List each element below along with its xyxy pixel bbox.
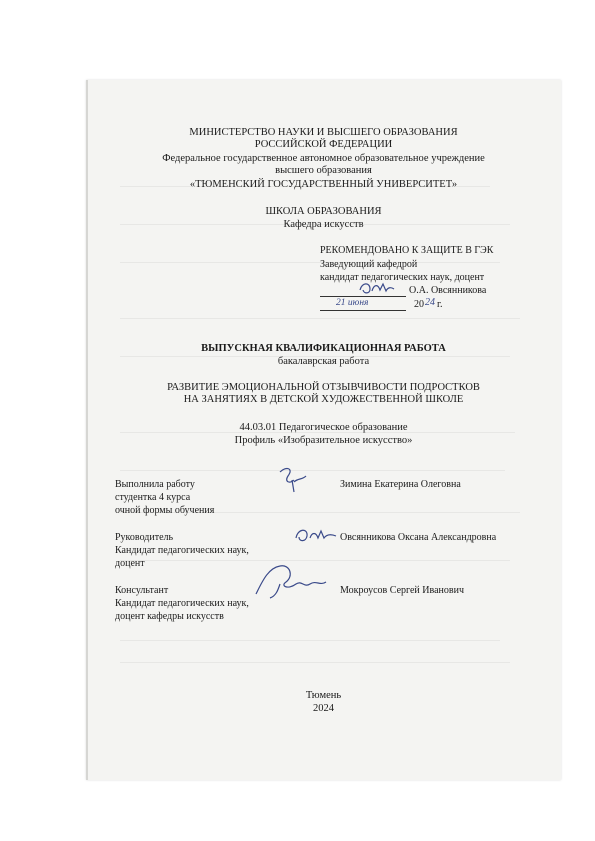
supervisor-role-1: Руководитель xyxy=(115,532,174,543)
approval-signature xyxy=(356,278,396,298)
approval-year-suffix: г. xyxy=(437,299,443,310)
footer-city: Тюмень xyxy=(305,690,342,701)
supervisor-name: Овсянникова Оксана Александровна xyxy=(340,532,497,543)
author-role-2: студентка 4 курса xyxy=(115,492,191,503)
department-name: Кафедра искусств xyxy=(283,219,364,230)
bleed-through-line xyxy=(120,662,510,663)
work-subtype: бакалаврская работа xyxy=(277,356,370,367)
work-title-line-2: НА ЗАНЯТИЯХ В ДЕТСКОЙ ХУДОЖЕСТВЕННОЙ ШКОЛЕ xyxy=(183,394,464,405)
bleed-through-line xyxy=(120,318,520,319)
school-name: ШКОЛА ОБРАЗОВАНИЯ xyxy=(265,206,382,217)
author-role-3: очной формы обучения xyxy=(115,505,215,516)
consultant-role-1: Консультант xyxy=(115,585,169,596)
footer-year: 2024 xyxy=(313,703,334,714)
supervisor-role-2: Кандидат педагогических наук, xyxy=(115,545,249,556)
approval-date-handwritten: 21 июня xyxy=(336,298,369,308)
bleed-through-line xyxy=(120,262,500,263)
consultant-name: Мокроусов Сергей Иванович xyxy=(340,585,464,596)
supervisor-role-3: доцент xyxy=(115,558,145,569)
approval-position: Заведующий кафедрой xyxy=(320,259,418,270)
approval-heading: РЕКОМЕНДОВАНО К ЗАЩИТЕ В ГЭК xyxy=(320,245,494,256)
bleed-through-line xyxy=(120,640,500,641)
approval-name: О.А. Овсянникова xyxy=(409,285,487,296)
supervisor-signature xyxy=(292,524,338,548)
consultant-role-3: доцент кафедры искусств xyxy=(115,611,224,622)
approval-year-prefix: 20 xyxy=(414,299,424,310)
program-code: 44.03.01 Педагогическое образование xyxy=(239,422,408,433)
bleed-through-line xyxy=(120,470,505,471)
approval-degree: кандидат педагогических наук, доцент xyxy=(320,272,485,283)
program-profile: Профиль «Изобразительное искусство» xyxy=(234,435,413,446)
institution-line-1: Федеральное государственное автономное образовательное учреждение xyxy=(162,153,485,164)
work-title-line-1: РАЗВИТИЕ ЭМОЦИОНАЛЬНОЙ ОТЗЫВЧИВОСТИ ПОДРОСТКОВ xyxy=(167,382,480,393)
approval-year-handwritten: 24 xyxy=(425,297,435,308)
institution-line-2: высшего образования xyxy=(275,165,372,176)
consultant-signature xyxy=(250,560,330,602)
author-role-1: Выполнила работу xyxy=(115,479,195,490)
author-signature xyxy=(272,462,312,498)
ministry-line-1: МИНИСТЕРСТВО НАУКИ И ВЫСШЕГО ОБРАЗОВАНИЯ xyxy=(189,127,458,138)
ministry-line-2: РОССИЙСКОЙ ФЕДЕРАЦИИ xyxy=(254,139,393,150)
work-type: ВЫПУСКНАЯ КВАЛИФИКАЦИОННАЯ РАБОТА xyxy=(201,343,446,354)
university-name: «ТЮМЕНСКИЙ ГОСУДАРСТВЕННЫЙ УНИВЕРСИТЕТ» xyxy=(189,179,458,190)
author-name: Зимина Екатерина Олеговна xyxy=(340,479,461,490)
consultant-role-2: Кандидат педагогических наук, xyxy=(115,598,249,609)
